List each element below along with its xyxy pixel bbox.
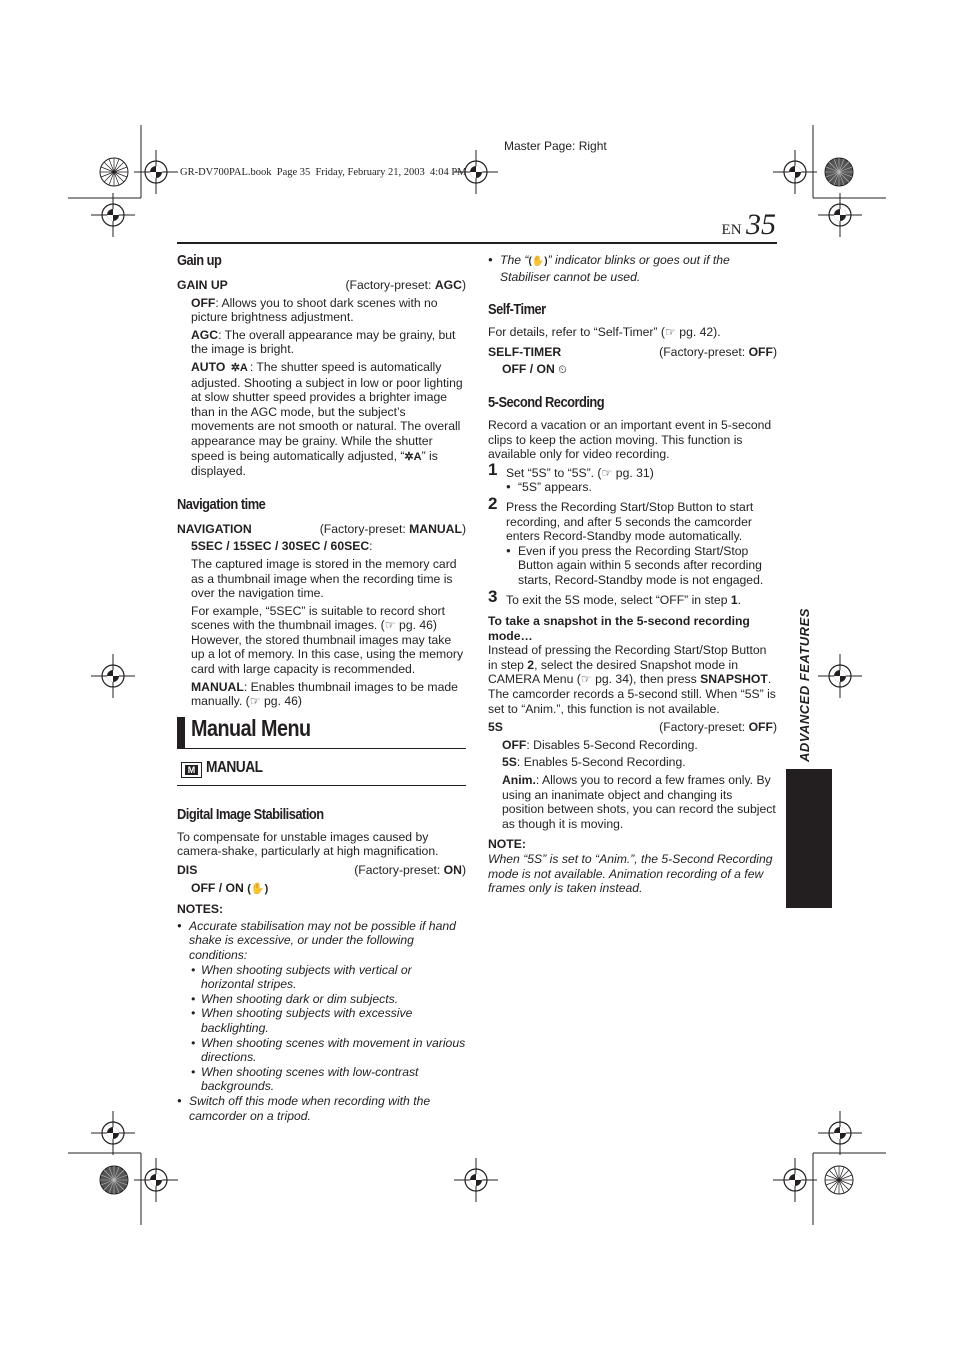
book-info-line: GR-DV700PAL.book Page 35 Friday, February 21, 2003 4:04 PM [180, 167, 467, 178]
note-item: ● Switch off this mode when recording with the camcorder on a tripod. [177, 1094, 466, 1123]
dis-notes-heading: NOTES: [177, 902, 224, 917]
navigation-heading: Navigation time [177, 495, 266, 513]
factory-preset: (Factory-preset: AGC) [345, 278, 466, 292]
master-page-label: Master Page: Right [504, 139, 607, 153]
manual-subtitle: MANUAL [206, 758, 263, 776]
five-second-setting: 5S (Factory-preset: OFF) [488, 720, 777, 735]
side-tab-label: ADVANCED FEATURES [797, 608, 812, 762]
stabiliser-icon: (✋) [247, 882, 269, 895]
manual-menu-title-block [177, 714, 466, 749]
page-number: 35 [746, 208, 776, 241]
step-number: 2 [488, 493, 498, 513]
snapshot-text: Instead of pressing the Recording Start/Stop Button in step 2, select the desired Snapshot mode in CAMERA Menu (☞ pg. 34), then press SNAPSHOT. The camcorder records a 5-second still. When “5S” is set to “Anim.”, this function is not available. [488, 643, 776, 716]
five-second-note: When “5S” is set to “Anim.”, the 5-Second Recording mode is not available. Animation recording of a few frames only is taken instead. [488, 852, 773, 896]
subnote-item: • When shooting subjects with excessive backlighting. [189, 1006, 466, 1035]
five-second-note-heading: NOTE: [488, 837, 526, 852]
self-timer-options: OFF / ON ⏲ [502, 362, 567, 377]
title-bar-marker [177, 717, 185, 748]
dis-options: OFF / ON (✋) [191, 880, 269, 895]
language-code: EN [721, 222, 742, 238]
header-rule [177, 242, 777, 244]
gain-up-options: OFF: Allows you to shoot dark scenes with no picture brightness adjustment. AGC: The overall appearance may be grainy, but the image is bright. AUTO ✲A : The shutter speed is automatically adjusted. Shooting a subject in low or poor lighting at slow shutter speed provides a brighter image than in the AGC mode, but the subject’s movements are not smooth or natural. The overall appearance may be grainy. While the shutter speed is being automatically adjusted, “✲A” is displayed. [191, 295, 463, 479]
navigation-options: 5SEC / 15SEC / 30SEC / 60SEC: The captured image is stored in the memory card as a thumbnail image when the recording time is over the navigation time. For example, “5SEC” is suitable to record short scenes with the thumbnail images. (☞ pg. 46) However, the stored thumbnail images may take up a lot of memory. In this case, using the memory card with large capacity is recommended. MANUAL: Enables thumbnail images to be made manually. (☞ pg. 46) [191, 539, 464, 709]
step-bullet: ● “5S” appears. [506, 480, 777, 495]
self-timer-intro: For details, refer to “Self-Timer” (☞ pg. 42). [488, 325, 721, 340]
manual-menu-title: Manual Menu [191, 714, 311, 741]
navigation-setting: NAVIGATION (Factory-preset: MANUAL) [177, 521, 466, 536]
five-second-intro: Record a vacation or an important event in 5-second clips to keep the action moving. This function is available only for video recording. [488, 417, 772, 462]
step-3: 3 To exit the 5S mode, select “OFF” in step 1. [488, 586, 742, 607]
step-number: 1 [488, 459, 498, 479]
left-column [177, 252, 466, 1123]
subnote-item: • When shooting scenes with low-contrast backgrounds. [189, 1065, 466, 1094]
note-item: ● Accurate stabilisation may not be possible if hand shake is excessive, or under the following conditions: [177, 919, 466, 963]
manual-subtitle-block [177, 749, 466, 786]
manual-mode-icon: M [181, 762, 202, 778]
dis-note-continued: ● The “(✋)” indicator blinks or goes out if the Stabiliser cannot be used. [488, 253, 777, 284]
five-second-heading: 5-Second Recording [488, 393, 605, 411]
right-column [488, 253, 777, 896]
dis-intro: To compensate for unstable images caused by camera-shake, particularly at high magnification. [177, 829, 439, 859]
auto-gain-icon: ✲A [404, 450, 422, 463]
step-bullet: ● Even if you press the Recording Start/Stop Button again within 5 seconds after recording starts, Record-Standby mode is not engaged. [506, 544, 777, 588]
page-number-block [722, 208, 776, 242]
gain-up-setting [177, 278, 466, 293]
step-2: 2 Press the Recording Start/Stop Button to start recording, and after 5 seconds the camcorder enters Record-Standby mode automatically. ● Even if you press the Recording Start/Stop Button again within 5 seconds after recording starts, Record-Standby mode is not engaged. [488, 500, 777, 588]
five-second-options: OFF: Disables 5-Second Recording. 5S: Enables 5-Second Recording. Anim.: Allows you to record a few frames only. By using an inanimate object and changing its position between shots, you can record the subject as though it is moving. [502, 737, 776, 831]
self-timer-heading: Self-Timer [488, 301, 546, 319]
dis-notes [177, 919, 466, 1123]
dis-setting: DIS (Factory-preset: ON) [177, 863, 466, 878]
subnote-item: • When shooting dark or dim subjects. [189, 992, 466, 1007]
step-number: 3 [488, 586, 498, 606]
snapshot-heading: To take a snapshot in the 5-second recording mode… [488, 614, 750, 643]
dis-heading: Digital Image Stabilisation [177, 805, 324, 823]
setting-name: GAIN UP [177, 278, 228, 292]
self-timer-icon: ⏲ [558, 364, 567, 377]
side-tab [786, 769, 832, 908]
self-timer-setting: SELF-TIMER (Factory-preset: OFF) [488, 344, 777, 359]
subnote-item: • When shooting subjects with vertical or horizontal stripes. [189, 963, 466, 992]
subnote-item: • When shooting scenes with movement in various directions. [189, 1036, 466, 1065]
auto-gain-icon: ✲A [230, 361, 248, 374]
stabiliser-icon: (✋) [528, 256, 548, 267]
step-1: 1 Set “5S” to “5S”. (☞ pg. 31) ● “5S” appears. [488, 466, 777, 495]
gain-up-heading: Gain up [177, 252, 222, 269]
